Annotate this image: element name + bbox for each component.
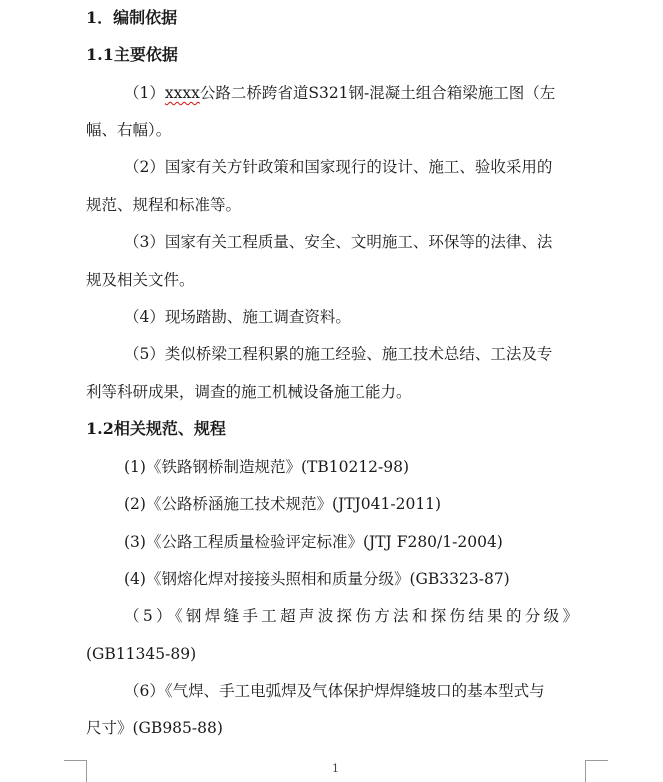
spec-item-6-line2: 尺寸》(GB985-88)	[86, 719, 223, 737]
list-item-1-text: 公路二桥跨省道S321钢-混凝土组合箱梁施工图（左	[199, 84, 556, 102]
spec-item-4: (4)《钢熔化焊对接接头照相和质量分级》(GB3323-87)	[124, 570, 510, 588]
section-heading-1: 1．编制依据	[86, 8, 178, 27]
spec-item-6-line1: （6）《气焊、手工电弧焊及气体保护焊焊缝坡口的基本型式与	[124, 682, 545, 700]
list-item-5-line1: （5）类似桥梁工程积累的施工经验、施工技术总结、工法及专	[124, 345, 553, 363]
spec-item-2: (2)《公路桥涵施工技术规范》(JTJ041-2011)	[124, 495, 442, 513]
list-item-3-line1: （3）国家有关工程质量、安全、文明施工、环保等的法律、法	[124, 233, 553, 251]
spec-item-3: (3)《公路工程质量检验评定标准》(JTJ F280/1-2004)	[124, 533, 503, 551]
crop-mark-left-horizontal	[64, 760, 86, 761]
spellcheck-marked-word: xxxx	[164, 84, 200, 102]
list-item-2-line2: 规范、规程和标准等。	[86, 196, 242, 214]
list-item-2-line1: （2）国家有关方针政策和国家现行的设计、施工、验收采用的	[124, 158, 553, 176]
spec-item-1: (1)《铁路钢桥制造规范》(TB10212-98)	[124, 458, 410, 476]
section-heading-1-1: 1.1主要依据	[86, 45, 178, 64]
list-item-3-line2: 规及相关文件。	[86, 271, 195, 289]
list-item-1-prefix: （1）	[124, 84, 165, 102]
list-item-1-line1	[124, 83, 555, 103]
crop-mark-right-horizontal	[586, 760, 608, 761]
crop-mark-left-vertical	[86, 760, 87, 782]
list-item-4: （4）现场踏勘、施工调查资料。	[124, 308, 351, 326]
crop-mark-right-vertical	[585, 760, 586, 782]
section-heading-1-2: 1.2相关规范、规程	[86, 419, 226, 438]
spec-item-5-line1: （5）《钢焊缝手工超声波探伤方法和探伤结果的分级》	[124, 607, 578, 625]
page-number: 1	[332, 762, 339, 775]
list-item-5-line2: 利等科研成果，调查的施工机械设备施工能力。	[86, 383, 412, 401]
list-item-1-line2: 幅、右幅）。	[86, 121, 172, 139]
spec-item-5-line2: (GB11345-89)	[86, 645, 197, 663]
